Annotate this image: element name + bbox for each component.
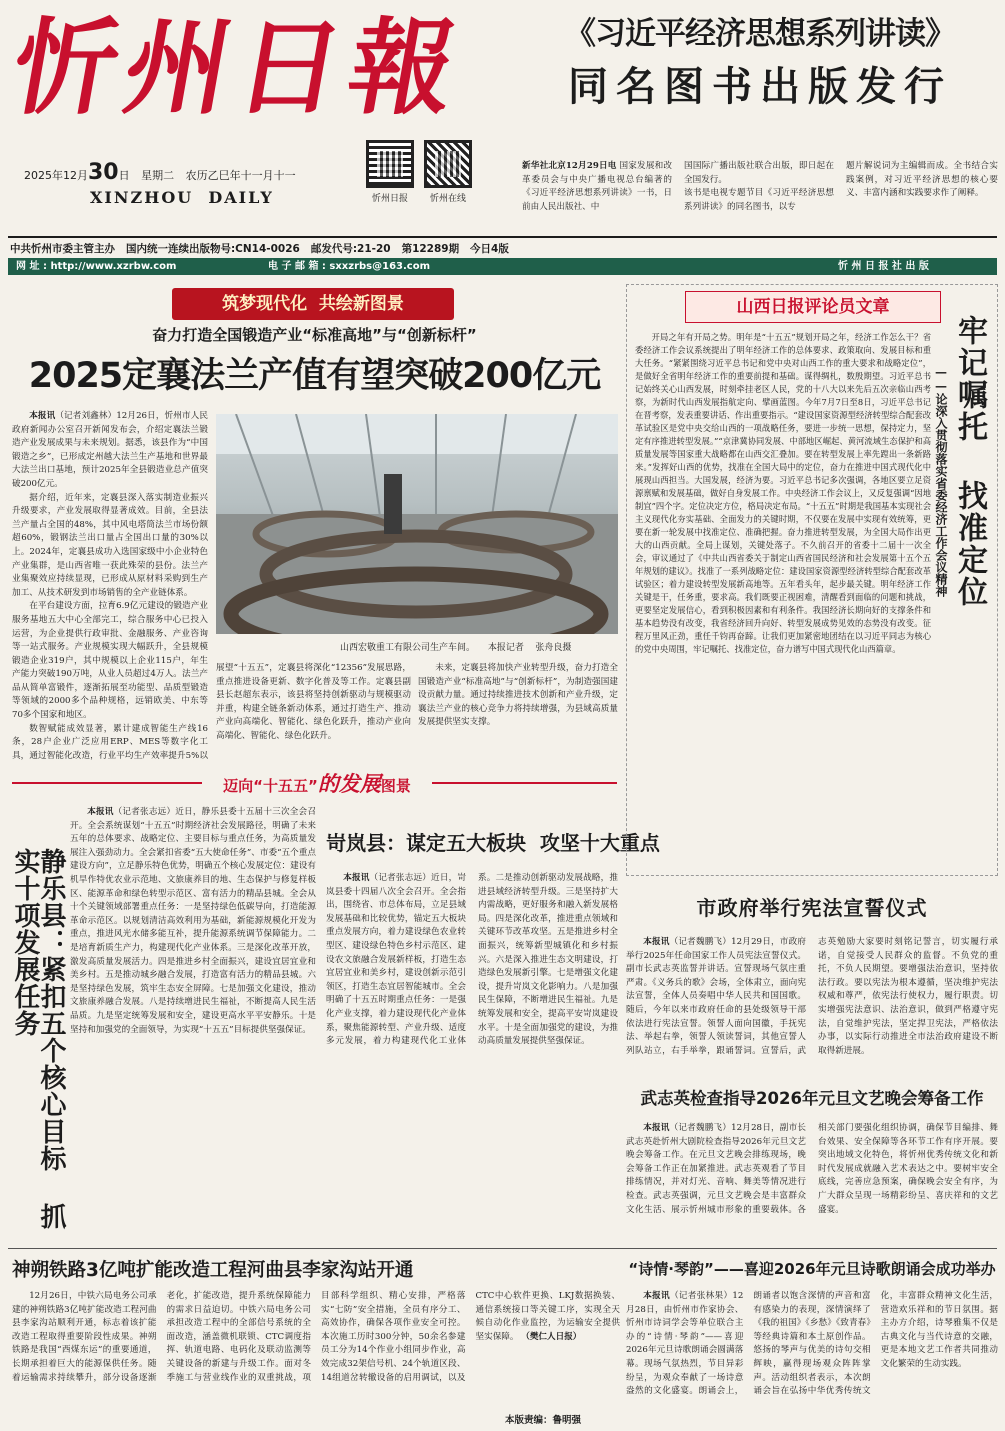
kelan-headline: 岢岚县：谋定五大板块 攻坚十大重点: [326, 831, 660, 855]
factory-photo: [216, 414, 618, 634]
poetry-reporter: （记者张林果）: [669, 1291, 733, 1301]
qr-label-xzzx: 忻州在线: [429, 194, 466, 204]
forging-byline: 本报讯: [29, 411, 56, 421]
forging-text-2: 据介绍，近年来，定襄县深入落实制造业振兴升级要求，产业发展取得显著成效。目前，全县法兰产量占全国的48%，其中风电塔筒法兰市场份额超60%，锻钢法兰出口量占全国出口量的30%以上。2024年，定襄县成功入选国家级中小企业特色产业集群，是山西省唯一获此殊荣的县份。法兰产业集聚效应持续显现，已形成从原材料采购到生产加工、从技术研发到市场销售的全产业链体系。: [12, 492, 208, 598]
commentary-banner-text: 山西日报评论员文章: [736, 297, 890, 317]
constitution-byline: 本报讯: [643, 937, 670, 947]
poetry-text: 12月28日，由忻州市作家协会、忻州市诗词学会等单位联合主办的“诗情·琴韵”——喜迎2026年元旦诗歌朗诵会圆满落幕。现场气氛热烈，节目异彩纷呈，为观众奉献了一场诗意盎然的文化盛宴。朗诵会上，朗诵者以饱含深情的声音和富有感染力的表现，深情演绎了《我的祖国》《乡愁》《致青春》等经典诗篇和本土原创作品。悠扬的琴声与优美的诗句交相辉映，赢得现场观众阵阵掌声。活动组织者表示，本次朗诵会旨在弘扬中华优秀传统文化，丰富群众精神文化生活，营造欢乐祥和的节日氛围。据主办方介绍，诗琴雅集不仅是古典文化与当代诗意的交融，更是本地文艺工作者共同推动文化繁荣的生动实践。: [626, 1291, 998, 1397]
forging-reporter: （记者刘鑫林）: [55, 411, 117, 421]
date-year-month: 2025年12月: [24, 169, 88, 182]
website-link[interactable]: 网 址 : http://www.xzrbw.com: [16, 261, 177, 272]
development-banner: [12, 768, 617, 798]
date-day: 30: [88, 160, 119, 185]
jingle-reporter: （记者张志远）: [113, 807, 176, 817]
culture-headline: 武志英检查指导2026年元旦文艺晚会筹备工作: [640, 1089, 984, 1108]
forging-col-2: [216, 662, 411, 762]
banner-post: 图景: [380, 777, 411, 795]
culture-reporter: （记者魏鹏飞）: [669, 1123, 732, 1133]
kelan-body: [326, 872, 618, 1238]
forging-col-3: [418, 662, 618, 762]
railway-headline: 神朔铁路3亿吨扩能改造工程河曲县李家沟站开通: [12, 1260, 414, 1281]
kelan-byline: 本报讯: [343, 873, 370, 883]
masthead: [3, 6, 510, 230]
commentary-vertical-title: 牢记嘱托 找准定位: [952, 315, 987, 608]
constitution-headline: 市政府举行宪法宣誓仪式: [696, 896, 928, 920]
kelan-text: 近日，岢岚县委十四届八次全会召开。全会指出，围绕省、市总体布局，立足县域发展基础和比较优势，锚定五大板块重点发展方向，着力建设绿色农业转型区、建设绿色特色乡村示范区、建设农文旅融合发展新样板，打造生态宜居宜业和美乡村，建设创新示范引领区，打造生态宜居智能城市。全会明确了十五五时期重点任务：一是强化产业支撑，着力建设现代化产业体系，聚焦能源转型、产业升级、适度多元发展，着力构建现代化工业体系。二是推动创新驱动发展战略，推进县域经济转型升级。三是坚持扩大内需战略，更好服务和融入新发展格局。四是深化改革，推进重点领域和关键环节改革攻坚。五是推进乡村全面振兴，统筹新型城镇化和乡村振兴。六是深入推进生态文明建设，打造绿色发展新引擎。七是增强文化建设，提升岢岚文化影响力。八是加强民生保障，不断增进民生福祉。九是统筹发展和安全，提高平安岢岚建设水平。十是全面加强党的建设，为推动高质量发展提供坚强保证。: [326, 873, 618, 1047]
issue-date: [24, 160, 296, 185]
kelan-reporter: （记者张志远）: [369, 873, 432, 883]
constitution-text: 12月29日，市政府举行2025年任命国家工作人员宪法宣誓仪式。副市长武志英监誓并讲话。宣誓现场气氛庄重严肃。《义务兵的歌》会场，全体肃立，面向宪法宣誓，全体人员奏唱中华人民共和国国歌。随后，今年以来市政府任命的县处级领导干部依法进行宪法宣誓。领誓人面向国徽，手抚宪法、举起右拳，领誓人领读誓词，其他宣誓人列队站立，右手举拳，跟诵誓词。宣誓后，武志英勉励大家要时刻铭记誓言，切实履行承诺，自觉接受人民群众的监督。不负党的重托，不负人民期望。要增强法治意识，坚持依法行政。要以宪法为根本遵循，坚决维护宪法权威和尊严，依宪法行使权力，履行职责。切实增强宪法意识、法治意识，做到严格遵守宪法，自觉维护宪法，坚定捍卫宪法，严格依法办事，以实际行动推进全市法治政府建设不断取得新进展。: [626, 937, 998, 1056]
culture-text: 12月28日，副市长武志英赴忻州大剧院检查指导2026年元旦文艺晚会筹备工作。在元旦文艺晚会排练现场，晚会筹备工作正在加紧推进。武志英观看了节目排练情况，并对灯光、音响、舞美等情况进行检查。武志英强调，元旦文艺晚会是丰富群众文化生活、展示忻州城市形象的重要载体。各相关部门要强化组织协调，确保节目编排、舞台效果、安全保障等各环节工作有序开展。要突出地域文化特色，将忻州优秀传统文化和新时代发展成就融入艺术表达之中。要树牢安全底线，完善应急预案，确保晚会安全有序，为广大群众呈现一场精彩纷呈、喜庆祥和的文艺盛宴。: [626, 1123, 998, 1215]
masthead-logo: 忻州日報: [3, 6, 473, 129]
forging-text-6: 未来，定襄县将加快产业转型升级，奋力打造全国锻造产业“标准高地”与“创新标杆”，为制造强国建设贡献力量。通过持续推进技术创新和产业升级，定襄法兰产业的核心竞争力将持续增强，为县域高质量发展提供坚实支撑。: [418, 663, 618, 728]
editor-credit: 本版责编：鲁明强: [504, 1415, 581, 1426]
publication-info: 中共忻州市委主管主办 国内统一连续出版物号:CN14-0026 邮发代号:21-20 第12289期 今日4版: [10, 243, 509, 255]
forging-banner-text: 筑梦现代化 共绘新图景: [222, 294, 404, 314]
jingle-body: [70, 806, 316, 1238]
lead-headline-1: 《习近平经济思想系列讲读》: [565, 16, 955, 52]
forging-text-4: 数智赋能成效显著，累计建成智能生产线16条，28户企业广泛应用ERP、MES等数字化工具，通过智能化改造，行业平均生产效率提升5%以: [12, 723, 208, 761]
railway-text: 12月26日，中铁六局电务公司承建的神朔铁路3亿吨扩能改造工程河曲县李家沟站顺利开通，标志着该扩能改造工程取得重要阶段性成果。神朔铁路是我国“西煤东运”的重要通道，长期承担着巨大的能源保供任务。随着运输需求持续攀升，部分设备逐渐老化，扩能改造，提升系统保障能力的需求日益迫切。中铁六局电务公司承担改造工程中的全部信号系统的全面改造，涵盖微机联锁、CTC调度指挥、轨道电路、电码化及联动监测等关键设备的新建与升级工作。面对冬季施工与营业线作业的双重挑战，项目部科学组织、精心安排，严格落实“七防”安全措施，全员有序分工、高效协作，确保各项作业安全可控。本次施工历时300分钟，50余名参建员工分为14个作业小组同步作业，高效完成32架信号机、24个轨道区段、14组道岔转辙设备的启用调试，以及CTC中心软件更换、LKJ数据换装、通信系统接口等关键工序，实现全天候自动化作业监控，为运输安全提供坚实保障。: [12, 1291, 620, 1383]
forging-banner: [172, 288, 454, 320]
commentary-body: [635, 331, 931, 869]
masthead-pinyin: XINZHOU DAILY: [90, 188, 274, 207]
factory-photo-illustration: [216, 414, 618, 634]
bottom-divider: [8, 1248, 997, 1249]
forging-kicker: 奋力打造全国锻造产业“标准高地”与“创新标杆”: [152, 326, 477, 344]
railway-body: [12, 1290, 620, 1418]
lead-col-3: 题片解说词为主编辑而成。全书结合实践案例，对习近平经济思想的核心要义、丰富内涵和实践要求作了阐释。: [846, 161, 998, 199]
poetry-body: [626, 1290, 998, 1424]
poetry-headline: “诗情·琴韵”——喜迎2026年元旦诗歌朗诵会成功举办: [628, 1260, 996, 1278]
jingle-text: 近日，静乐县委十五届十三次全会召开。全会系统谋划“十五五”时期经济社会发展路径，明确了未来五年的总体要求、战略定位、主要目标与重点任务，为高质量发展注入强劲动力。全会紧扣省委“五大使命任务”、市委“五个重点建设方向”，立足静乐特色优势，明确五个核心发展定位：建设有机旱作特优农业示范地、文旅康养目的地、生态保护与修复样板区、能源革命和绿色转型示范区、富有活力的精品县城。全会从十个关键领域部署重点任务：一是坚持绿色低碳导向，打造能源革命示范区。以规划清洁高效利用为基础，新能源规模化开发为重点，推进风光水储多能互补，提升能源系统调节保障能力。二是培育新质生产力，构建现代化产业体系。三是深化改革开放，激发高质量发展活力。四是推进乡村全面振兴，建设宜居宜业和美乡村。五是推动城乡融合发展，打造富有活力的精品县城。六是坚持绿色发展，筑牢生态安全屏障。七是加强文化建设，推动文旅康养融合发展。八是持续增进民生福祉，不断提高人民生活品质。九是坚定统筹发展和安全，建设更高水平平安静乐。十是坚持和加强党的全面领导，为实现“十五五”目标提供坚强保证。: [70, 807, 316, 1035]
forging-text-3: 在平台建设方面，拉育6.9亿元建设的锻造产业服务基地五大中心全部完工，综合服务中心已投入运营，为企业提供行政审批、金融服务、产业咨询等一站式服务。产业规模实现大幅跃升，全县规模锻造企业319户，其中规模以上企业115户，年生产能力突破190万吨，从业人员超过4万人。法兰产品从简单富锻件，逐渐拓展至功能型、品质型锻造等领域的2000多个品种规格，远销欧美、中东等70多个国家和地区。: [12, 601, 208, 721]
photo-caption: 山西宏敬重工有限公司生产车间。: [340, 643, 476, 653]
forging-text-5: 展望“十五五”，定襄县将深化“12356”发展思路，重点推进设备更新、数字化普及等工作。定襄县副县长赵超东表示，该县将坚持创新驱动与规模驱动并重，构建全链条新动体系，通过打造生产、推动产业向高端化、智能化、绿色化跃升，推动产业向高端化、智能化、绿色化跃升。: [216, 663, 411, 741]
weekday: 星期二: [141, 169, 175, 182]
lead-col-1: [522, 160, 672, 214]
commentary-text: 开局之年有开局之势。明年是“十五五”规划开局之年，经济工作怎么干？省委经济工作会议系统提出了明年经济工作的总体要求、政策取向、发展目标和重大任务。“紧紧围绕习近平总书记和党中央对山西工作的重大要求和战略定位”，是做好全省明年经济工作的重要前提和基础。谋得绸札，数殷期望。习近平总书记始终关心山西发展，时刻牵挂老区人民，党的十八大以来先后五次亲临山西考察，为新时代山西发展指航定向、擘画蓝图。今年7月7日至8日，习近平总书记在晋考察，发表重要讲话、作出重要指示。“建设国家资源型经济转型综合配套改革试验区是党中央交给山西的一项战略任务，要进一步统一思想，保持定力，坚定有序推进转型发展。”“京津冀协同发展、中部地区崛起、黄河流域生态保护和高质量发展等国家重大战略都在山西交汇叠加。要在转型发展上率先蹚出一条新路来。”发挥好山西的优势，找准在全国大局中的定位，奋力在推进中国式现代化中展现山西担当。大国发展，经济为要。习近平总书记多次强调，各地区要立足资源禀赋和发展基础，做好自身发展工作。中央经济工作会议上，又反复强调“因地制宜”四个字。定位决定方位，格局决定布局。“十五五”时期是我国基本实现社会主义现代化夯实基础、全面发力的关键时期，不仅要在发展中实现有效统筹，更要在新一轮发展中找准定位、准确把握。奋力推进转型发展，为全国大局作出更大的山西贡献。全局上谋划，关键处落子。不久前召开的省委十二届十一次全会，审议通过了《中共山西省委关于制定山西省国民经济和社会发展第十五个五年规划的建议》。找准了一系列战略定位：建设国家资源型经济转型综合配套改革试验区；着力建设转型发展新高地等。五年看头年，起步最关键。明年经济工作关键是干，任务重，要求高。我们既要正视困难，清醒看到面临的问题和挑战，更要坚定发展信心，看到积极因素和有利条件。我国经济长期向好的支撑条件和基本趋势没有改变，我省经济回升向好、转型发展成势见效的态势没有改变。征程万里风正劲，重任千钧再奋蹄。让我们更加紧密地团结在以习近平同志为核心的党中央周围，牢记嘱托、找准定位，奋力谱写中国式现代化山西篇章。: [635, 332, 931, 654]
banner-word: 的发展: [317, 772, 381, 796]
poetry-byline: 本报讯: [643, 1291, 670, 1301]
masthead-rule: [8, 236, 997, 238]
banner-pre: 迈向: [223, 777, 254, 795]
email-link[interactable]: 电 子 邮 箱 : sxxzrbs@163.com: [268, 261, 431, 272]
lead-col-2: 国国际广播出版社联合出版，即日起在全国发行。 该书是电视专题节目《习近平经济思想系列讲读》的同名图书，以专: [684, 161, 834, 212]
factory-photo-caption: [340, 640, 618, 653]
contact-bar: [8, 258, 997, 275]
banner-mid: “十五五”: [253, 777, 318, 795]
qr-code-xzzx[interactable]: [424, 140, 472, 188]
culture-byline: 本报讯: [643, 1123, 670, 1133]
qr-code-xzrb[interactable]: [366, 140, 414, 188]
culture-body: [626, 1122, 998, 1244]
qr-label-xzrb: 忻州日报: [371, 194, 408, 204]
photo-credit: 本报记者 张舟良摄: [487, 643, 572, 653]
lead-byline: 新华社北京12月29日电: [522, 161, 617, 171]
commentary-banner: [685, 291, 941, 323]
constitution-reporter: （记者魏鹏飞）: [669, 937, 732, 947]
lead-text-1: 国家发展和改革委员会与中央广播电视总台编著的《习近平经济思想系列讲读》一书，日前由人民出版社、中: [522, 161, 672, 212]
jingle-byline: 本报讯: [87, 807, 114, 817]
lead-story: [522, 8, 998, 230]
commentary-vertical-subtitle: ——论深入贯彻落实省委经济工作会议精神: [934, 365, 948, 597]
jingle-vertical-title: 静乐县：紧扣五个核心目标 抓实十项发展任务: [10, 848, 66, 1230]
date-day-suffix: 日: [118, 169, 130, 182]
railway-credit: （樊仁人日报）: [521, 1331, 582, 1342]
lead-headline-2: 同名图书出版发行: [568, 64, 952, 110]
forging-col-1: [12, 410, 208, 762]
forging-text-1: 12月26日，忻州市人民政府新闻办公室召开新闻发布会，介绍定襄法兰锻造产业发展成果与未来规划。据悉，该县作为“中国锻造之乡”，已形成定州越大法兰生产基地和世界最大法兰出口基地，预计2025年全县锻造业总产值突破200亿元。: [12, 411, 208, 489]
constitution-body: [626, 936, 998, 1062]
commentary-box: [626, 284, 998, 876]
forging-headline: 2025定襄法兰产值有望突破200亿元: [28, 356, 601, 396]
lunar-date: 农历乙巳年十一月十一: [185, 169, 296, 182]
publisher-name: 忻 州 日 报 社 出 版: [838, 261, 929, 272]
